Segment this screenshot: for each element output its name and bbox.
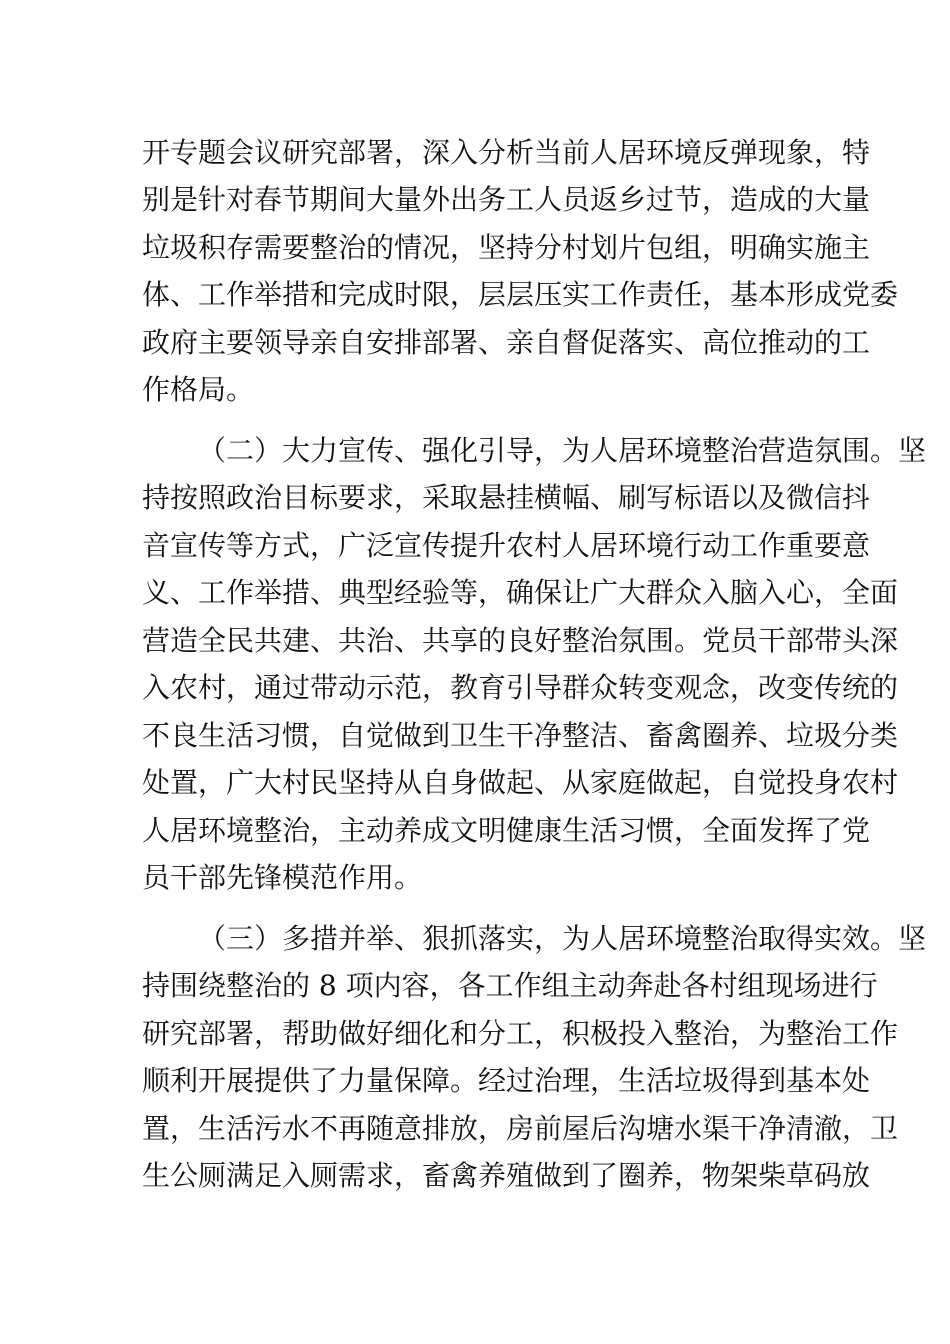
- text-line: 别是针对春节期间大量外出务工人员返乡过节，造成的大量: [142, 183, 871, 216]
- text-line: 营造全民共建、共治、共享的良好整治氛围。党员干部带头深: [142, 624, 899, 657]
- text-line: 开专题会议研究部署，深入分析当前人居环境反弹现象，特: [142, 136, 871, 169]
- text-line: 顺利开展提供了力量保障。经过治理，生活垃圾得到基本处: [142, 1064, 871, 1097]
- text-line: 员干部先锋模范作用。: [142, 861, 423, 894]
- text-line: 义、工作举措、典型经验等，确保让广大群众入脑入心，全面: [142, 576, 899, 609]
- text-line: 生公厕满足入厕需求，畜禽养殖做到了圈养，物架柴草码放: [142, 1159, 871, 1192]
- text-line: 研究部署，帮助做好细化和分工，积极投入整治，为整治工作: [142, 1017, 899, 1050]
- text-line: 处置，广大村民坚持从自身做起、从家庭做起，自觉投身农村: [142, 766, 899, 799]
- text-line: 人居环境整治，主动养成文明健康生活习惯，全面发挥了党: [142, 814, 871, 847]
- text-line: 持按照政治目标要求，采取悬挂横幅、刷写标语以及微信抖: [142, 481, 871, 514]
- text-line: 置，生活污水不再随意排放，房前屋后沟塘水渠干净清澈，卫: [142, 1112, 899, 1145]
- text-line: 垃圾积存需要整治的情况，坚持分村划片包组，明确实施主: [142, 231, 871, 264]
- section-heading-line: （三）多措并举、狠抓落实，为人居环境整治取得实效。坚: [198, 922, 927, 955]
- text-line: 作格局。: [142, 373, 255, 406]
- text-line: 持围绕整治的 8 项内容，各工作组主动奔赴各村组现场进行: [142, 969, 878, 1002]
- text-line: 不良生活习惯，自觉做到卫生干净整洁、畜禽圈养、垃圾分类: [142, 719, 899, 752]
- text-line: 政府主要领导亲自安排部署、亲自督促落实、高位推动的工: [142, 326, 871, 359]
- text-line: 体、工作举措和完成时限，层层压实工作责任，基本形成党委: [142, 278, 899, 311]
- text-line: 入农村，通过带动示范，教育引导群众转变观念，改变传统的: [142, 671, 899, 704]
- text-line: 音宣传等方式，广泛宣传提升农村人居环境行动工作重要意: [142, 529, 871, 562]
- section-heading-line: （二）大力宣传、强化引导，为人居环境整治营造氛围。坚: [198, 434, 927, 467]
